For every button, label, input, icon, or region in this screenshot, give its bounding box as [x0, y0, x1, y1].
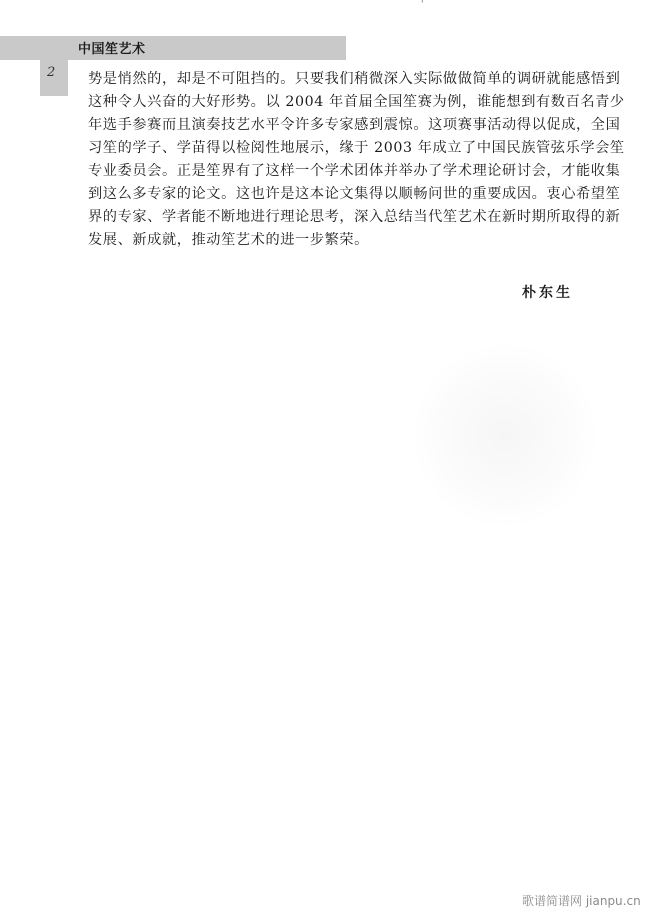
running-header-band [0, 36, 346, 60]
site-watermark: 歌谱简谱网 jianpu.cn [522, 894, 641, 908]
body-line: 这种令人兴奋的大好形势。以 2004 年首届全国笙赛为例，谁能想到有数百名青少 [88, 94, 625, 110]
running-header-title: 中国笙艺术 [78, 42, 146, 57]
page-number: 2 [47, 65, 56, 80]
author-signature: 朴东生 [522, 285, 573, 301]
body-line: 习笙的学子、学苗得以检阅性地展示，缘于 2003 年成立了中国民族管弦乐学会笙 [88, 140, 625, 156]
body-paragraph [88, 68, 625, 252]
body-line: 到这么多专家的论文。这也许是这本论文集得以顺畅问世的重要成因。衷心希望笙 [88, 186, 621, 202]
body-line: 势是悄然的，却是不可阻挡的。只要我们稍微深入实际做做简单的调研就能感悟到 [88, 71, 621, 87]
body-line: 发展、新成就，推动笙艺术的进一步繁荣。 [88, 232, 369, 248]
scan-smudge [410, 340, 600, 530]
top-scan-mark: ' [421, 0, 424, 10]
body-line: 专业委员会。正是笙界有了这样一个学术团体并举办了学术理论研讨会，才能收集 [88, 163, 621, 179]
body-line: 界的专家、学者能不断地进行理论思考，深入总结当代笙艺术在新时期所取得的新 [88, 209, 621, 225]
body-line: 年选手参赛而且演奏技艺水平令许多专家感到震惊。这项赛事活动得以促成，全国 [88, 117, 621, 133]
